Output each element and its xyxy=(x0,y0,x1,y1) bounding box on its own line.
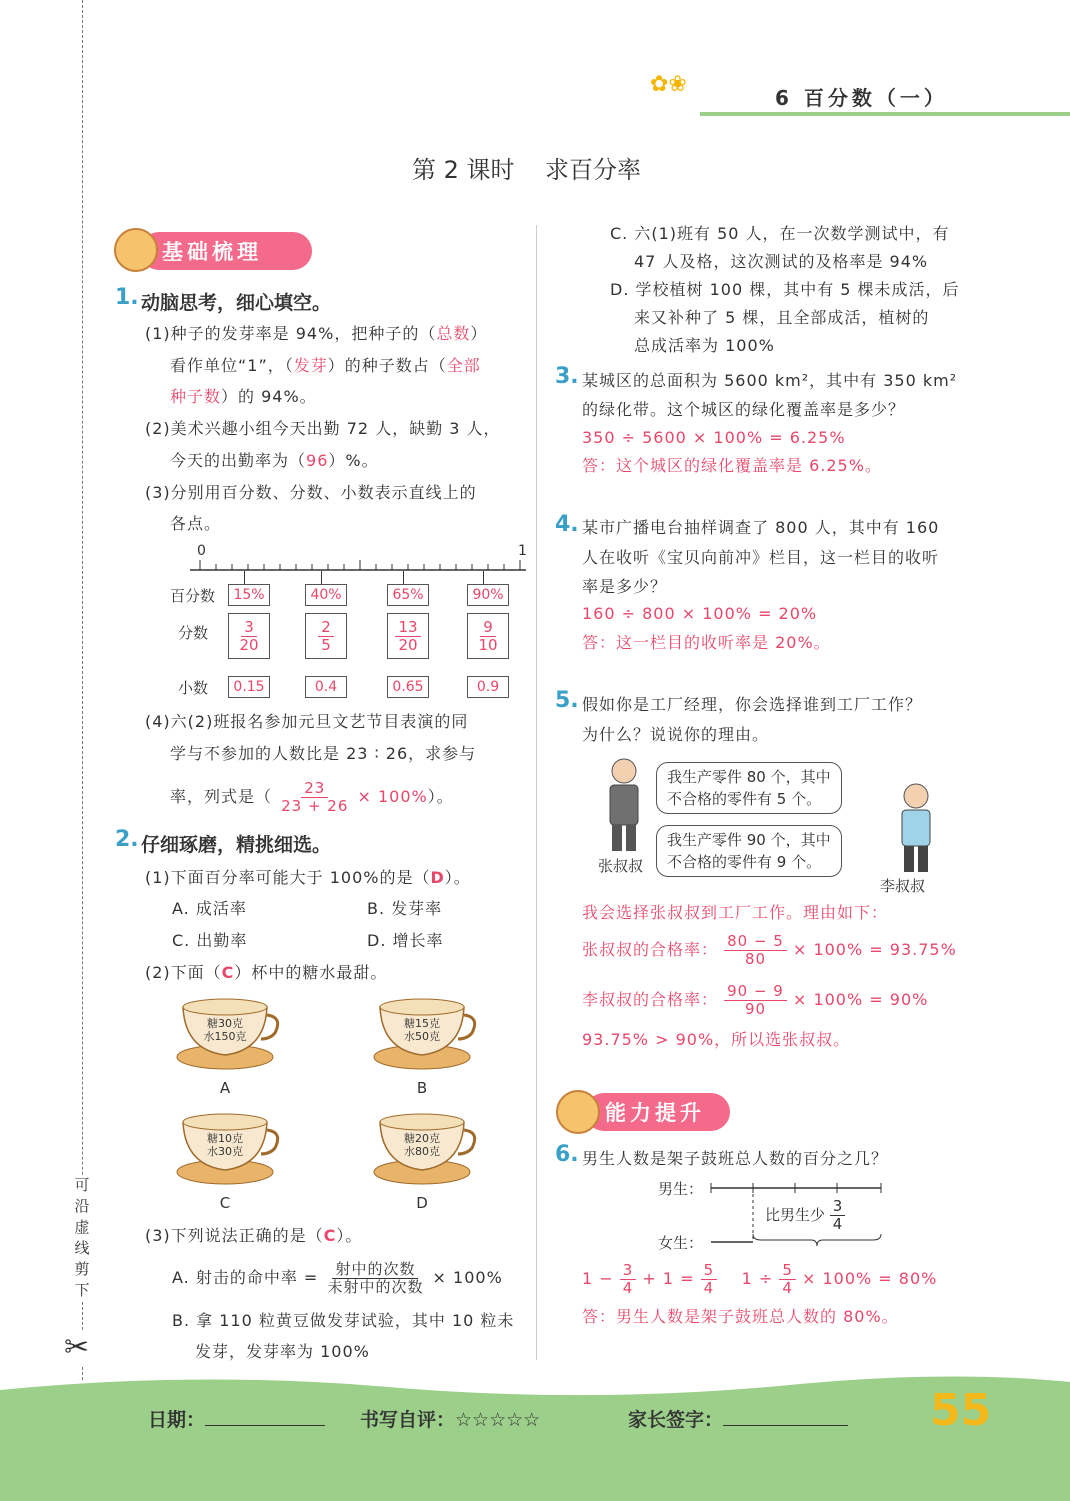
q1-p1-line3: 种子数）的 94%。 xyxy=(170,387,317,406)
q2-p3-opt-a-fraction: $\frac{\text{射中的次数}}{\text{未射中的次数}}$ xyxy=(327,1260,424,1296)
footer-background xyxy=(0,1370,1070,1501)
section-basic-label: 基础梳理 xyxy=(162,240,262,264)
point-fraction-box: $\frac{2}{5}$ xyxy=(305,613,347,659)
point-arrow xyxy=(321,571,322,585)
scissors-icon: ✂ xyxy=(64,1330,90,1365)
q5-number: 5. xyxy=(555,688,579,713)
q2-p3: (3)下列说法正确的是（C）。 xyxy=(145,1226,363,1245)
cup-d: 糖20克 水80克 D xyxy=(372,1110,482,1210)
pig-mascot-icon xyxy=(114,228,158,272)
point-fraction-box: $\frac{13}{20}$ xyxy=(387,613,429,659)
q2-p3-opt-b2: 发芽，发芽率为 100% xyxy=(195,1342,370,1361)
q4-line1: 某市广播电台抽样调查了 800 人，其中有 160 xyxy=(582,518,940,537)
point-percent-box: 40% xyxy=(305,584,347,606)
section-ability xyxy=(585,1093,730,1131)
q2-p3-opt-c1: C. 六(1)班有 50 人，在一次数学测试中，有 xyxy=(610,224,950,243)
q4-number: 4. xyxy=(555,512,579,537)
q2-opt-d: D. 增长率 xyxy=(367,931,444,950)
q4-line3: 率是多少？ xyxy=(582,577,668,596)
q1-number: 1. xyxy=(115,285,139,310)
point-decimal-box: 0.15 xyxy=(228,676,270,698)
q6-line1: 男生人数是架子鼓班总人数的百分之几？ xyxy=(582,1149,889,1168)
li-speech-bubble: 我生产零件 90 个，其中 不合格的零件有 9 个。 xyxy=(656,825,842,877)
q2-opt-a: A. 成活率 xyxy=(172,899,247,918)
q1-p2-line1: (2)美术兴趣小组今天出勤 72 人，缺勤 3 人， xyxy=(145,419,501,438)
q1-title: 动脑思考，细心填空。 xyxy=(141,292,332,314)
row-label-decimal: 小数 xyxy=(178,679,209,697)
point-percent-box: 15% xyxy=(228,584,270,606)
q2-p3-opt-c2: 47 人及格，这次测试的及格率是 94% xyxy=(634,252,929,271)
q2-p1: (1)下面百分率可能大于 100%的是（D）。 xyxy=(145,868,471,887)
point-fraction-box: $\frac{3}{20}$ xyxy=(228,613,270,659)
point-percent-box: 90% xyxy=(467,584,509,606)
q1-p4-line2: 学与不参加的人数比是 23 ∶ 26，求参与 xyxy=(170,744,477,763)
q1-p1-line1: (1)种子的发芽率是 94%，把种子的（总数） xyxy=(145,324,488,343)
q4-answer-calc: 160 ÷ 800 × 100% = 20% xyxy=(582,604,818,623)
point-fraction-box: $\frac{9}{10}$ xyxy=(467,613,509,659)
q6-note: 比男生少 $\frac{3}{4}$ xyxy=(765,1196,845,1234)
section-ability-label: 能力提升 xyxy=(605,1101,705,1125)
q1-p4-fraction: $\frac{23}{23 + 26}$ xyxy=(281,779,349,815)
q1-p2-line2: 今天的出勤率为（96）%。 xyxy=(170,451,379,470)
q3-number: 3. xyxy=(555,364,579,389)
point-percent-box: 65% xyxy=(387,584,429,606)
point-arrow xyxy=(244,571,245,585)
q2-p3-opt-a: A. 射击的命中率 = $\frac{\text{射中的次数}}{\text{未射中的次数}}$ × 100% xyxy=(172,1260,503,1296)
q5-answer-li: 李叔叔的合格率： $\frac{90 - 9}{90}$ × 100% = 90% xyxy=(582,982,929,1018)
row-label-fraction: 分数 xyxy=(178,624,209,642)
q2-p2: (2)下面（C）杯中的糖水最甜。 xyxy=(145,963,388,982)
q6-girls-label: 女生： xyxy=(658,1234,704,1252)
q5-answer-intro: 我会选择张叔叔到工厂工作。理由如下： xyxy=(582,903,889,922)
q5-line2: 为什么？说说你的理由。 xyxy=(582,725,770,744)
q2-p3-opt-d3: 总成活率为 100% xyxy=(634,336,775,355)
q6-number: 6. xyxy=(555,1142,579,1167)
q1-p1-line2: 看作单位“1”，（发芽）的种子数占（全部 xyxy=(170,356,481,375)
q4-answer: 答：这一栏目的收听率是 20%。 xyxy=(582,633,831,652)
q1-p4-line3: 率，列式是（ $\frac{23}{23 + 26}$ × 100%）。 xyxy=(170,779,454,815)
section-basic xyxy=(140,232,312,270)
number-line-start: 0 xyxy=(197,543,206,559)
footer-self-eval: 书写自评：☆☆☆☆☆ xyxy=(360,1409,541,1431)
q6-boys-label: 男生： xyxy=(658,1180,704,1198)
number-line-end: 1 xyxy=(518,543,527,559)
li-figure xyxy=(892,780,940,875)
q6-answer-calc: 1 − $\frac{3}{4}$ + 1 = $\frac{5}{4}$ 1 ÷ $\frac{5}{4}$ × 100% = 80% xyxy=(582,1261,938,1297)
q5-answer-zhang: 张叔叔的合格率： $\frac{80 - 5}{80}$ × 100% = 93.75% xyxy=(582,932,957,968)
zhang-speech-bubble: 我生产零件 80 个，其中 不合格的零件有 5 个。 xyxy=(656,762,842,814)
number-line xyxy=(190,555,530,585)
q5-answer-conclusion: 93.75% > 90%，所以选张叔叔。 xyxy=(582,1030,851,1049)
q2-title: 仔细琢磨，精挑细选。 xyxy=(141,834,332,856)
q1-p3-line2: 各点。 xyxy=(170,514,222,533)
footer-date: 日期： xyxy=(148,1405,325,1432)
q2-p3-opt-b1: B. 拿 110 粒黄豆做发芽试验，其中 10 粒未 xyxy=(172,1311,515,1330)
li-label: 李叔叔 xyxy=(880,877,926,895)
q1-p4-line1: (4)六(2)班报名参加元旦文艺节目表演的同 xyxy=(145,712,469,731)
q2-opt-c: C. 出勤率 xyxy=(172,931,248,950)
q2-number: 2. xyxy=(115,827,139,852)
q4-line2: 人在收听《宝贝向前冲》栏目，这一栏目的收听 xyxy=(582,548,940,567)
point-decimal-box: 0.65 xyxy=(387,676,429,698)
q2-p3-opt-d2: 来又补种了 5 棵，且全部成活，植树的 xyxy=(634,308,930,327)
point-arrow xyxy=(483,571,484,585)
point-decimal-box: 0.9 xyxy=(467,676,509,698)
header-rule xyxy=(700,112,1070,116)
q5-line1: 假如你是工厂经理，你会选择谁到工厂工作？ xyxy=(582,695,923,714)
page-number: 55 xyxy=(930,1385,992,1436)
zhang-label: 张叔叔 xyxy=(598,857,644,875)
column-divider xyxy=(536,225,537,1360)
cup-c: 糖10克 水30克 C xyxy=(175,1110,285,1210)
footer-parent-sign: 家长签字： xyxy=(628,1405,848,1432)
q2-p3-opt-d1: D. 学校植树 100 棵，其中有 5 棵未成活，后 xyxy=(610,280,960,299)
chapter-header: 6 百分数（一） xyxy=(775,86,948,110)
zhang-figure xyxy=(600,755,648,855)
cup-a: 糖30克 水150克 A xyxy=(175,995,285,1095)
q3-answer: 答：这个城区的绿化覆盖率是 6.25%。 xyxy=(582,456,882,475)
cut-hint: 可沿虚线剪下 xyxy=(72,1175,92,1301)
cup-b: 糖15克 水50克 B xyxy=(372,995,482,1095)
cut-line xyxy=(82,0,83,1380)
q2-opt-b: B. 发芽率 xyxy=(367,899,443,918)
flower-decoration: ✿❀ xyxy=(650,72,687,97)
q3-answer-calc: 350 ÷ 5600 × 100% = 6.25% xyxy=(582,428,846,447)
pig-mascot-icon-2 xyxy=(556,1090,600,1134)
page-title: 第 2 课时 求百分率 xyxy=(412,156,642,184)
q6-answer: 答：男生人数是架子鼓班总人数的 80%。 xyxy=(582,1307,899,1326)
q3-line1: 某城区的总面积为 5600 km²，其中有 350 km² xyxy=(582,371,958,390)
q1-p3-line1: (3)分别用百分数、分数、小数表示直线上的 xyxy=(145,483,477,502)
point-arrow xyxy=(403,571,404,585)
row-label-percent: 百分数 xyxy=(170,587,216,605)
point-decimal-box: 0.4 xyxy=(305,676,347,698)
q3-line2: 的绿化带。这个城区的绿化覆盖率是多少？ xyxy=(582,400,906,419)
